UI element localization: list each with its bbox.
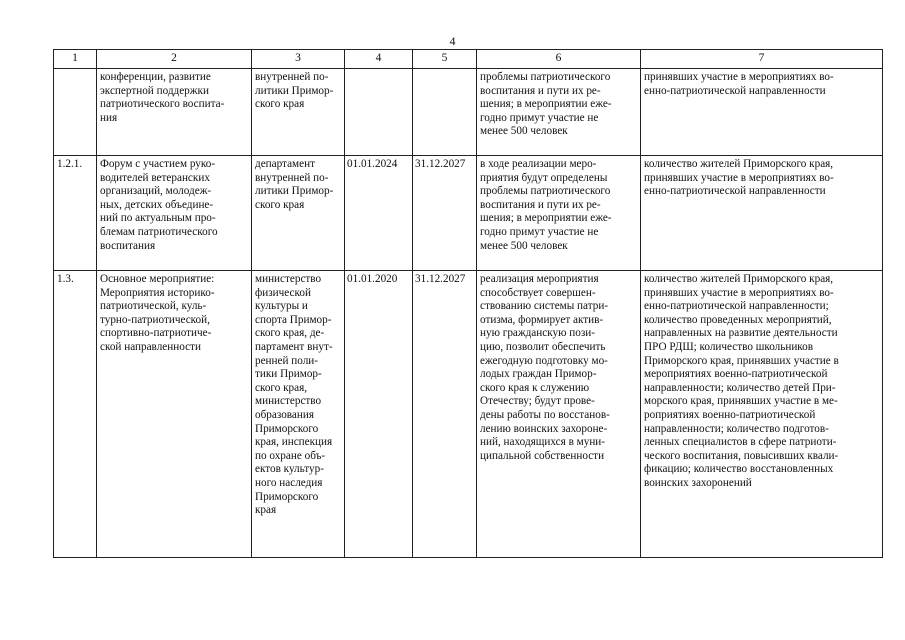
measure-name: Основное мероприятие: Мероприятия историко- патриотической, куль- турно-патриотической, спортивно-патриотиче- ской направленности (97, 271, 252, 558)
indicator: количество жителей Приморского края, принявших участие в мероприятиях во- енно-патриотической направленности (641, 156, 883, 271)
start-date: 01.01.2024 (345, 156, 413, 271)
column-header-2: 2 (97, 50, 252, 69)
row-number (54, 69, 97, 156)
row-number: 1.2.1. (54, 156, 97, 271)
page-number: 4 (449, 34, 456, 48)
start-date (345, 69, 413, 156)
measures-table (53, 49, 883, 558)
table-row (54, 271, 883, 558)
executor: департамент внутренней по- литики Примор- ского края (252, 156, 345, 271)
column-header-5: 5 (413, 50, 477, 69)
row-number: 1.3. (54, 271, 97, 558)
indicator: количество жителей Приморского края, принявших участие в мероприятиях во- енно-патриотической направленности; количество проведенных мероприятий, направленных на развитие деятельности ПРО РДШ; количество школьников Приморского края, принявших участие в мероприятиях военно-патриотической направленности; количество детей При- морского края, принявших участие в ме- роприятиях военно-патриотической направленности; количество подготов- ленных специалистов в сфере патриоти- ческого воспитания, повысивших квали- фикацию; количество восстановленных воинских захоронений (641, 271, 883, 558)
table-row (54, 156, 883, 271)
column-header-1: 1 (54, 50, 97, 69)
end-date (413, 69, 477, 156)
column-header-7: 7 (641, 50, 883, 69)
end-date: 31.12.2027 (413, 271, 477, 558)
expected-result: реализация мероприятия способствует совершен- ствованию системы патри- отизма, формирует актив- ную гражданскую пози- цию, позволит обеспечить ежегодную подготовку мо- лодых граждан Примор- ского края к служению Отечеству; будут прове- дены работы по восстанов- лению воинских захороне- ний, находящихся в муни- ципальной собственности (477, 271, 641, 558)
measure-name: конференции, развитие экспертной поддержки патриотического воспита- ния (97, 69, 252, 156)
measure-name: Форум с участием руко- водителей ветеранских организаций, молодеж- ных, детских объедине- ний по актуальным про- блемам патриотического воспитания (97, 156, 252, 271)
column-header-4: 4 (345, 50, 413, 69)
indicator: принявших участие в мероприятиях во- енно-патриотической направленности (641, 69, 883, 156)
executor: министерство физической культуры и спорта Примор- ского края, де- партамент внут- ренней поли- тики Примор- ского края, министерство образования Приморского края, инспекция по охране объ- ектов культур- ного наследия Приморского края (252, 271, 345, 558)
expected-result: проблемы патриотического воспитания и пути их ре- шения; в мероприятии еже- годно примут участие не менее 500 человек (477, 69, 641, 156)
table-row (54, 69, 883, 156)
table-header-row (54, 50, 883, 69)
expected-result: в ходе реализации меро- приятия будут определены проблемы патриотического воспитания и пути их ре- шения; в мероприятии еже- годно примут участие не менее 500 человек (477, 156, 641, 271)
executor: внутренней по- литики Примор- ского края (252, 69, 345, 156)
end-date: 31.12.2027 (413, 156, 477, 271)
column-header-6: 6 (477, 50, 641, 69)
column-header-3: 3 (252, 50, 345, 69)
start-date: 01.01.2020 (345, 271, 413, 558)
